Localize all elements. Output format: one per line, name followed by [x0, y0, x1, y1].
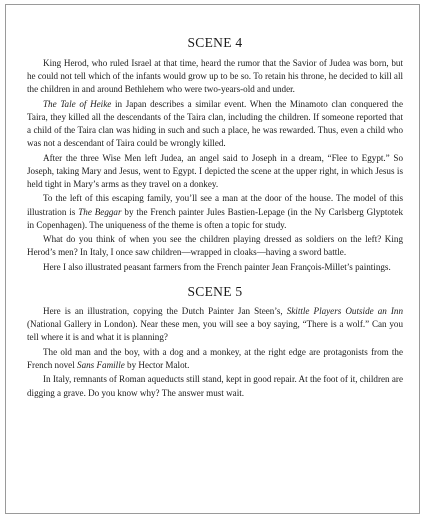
scene-5-heading: SCENE 5 [187, 284, 243, 299]
book-page [5, 4, 420, 514]
scene-4-paragraph-2-text: in Japan describes a similar event. When the Minamoto clan conquered the Taira, they killed all the descendants of the Taira clan, including the children. If someone reported that a child of the Taira clan was hiding in such and such a place, he was rewarded. Thus, even a child who was not a descendant of Taira could be wrongly killed. [27, 98, 403, 149]
scene-4-paragraph-6: Here I also illustrated peasant farmers from the French painter Jean François-Millet’s paintings. [43, 261, 391, 272]
scene-5-paragraph-2-text-a: The old man and the boy, with a dog and a monkey, at the right edge are protagonists from the French novel [27, 346, 403, 370]
scene-4-paragraph-3: After the three Wise Men left Judea, an angel said to Joseph in a dream, “Flee to Egypt.” So Joseph, taking Mary and Jesus, went to Egypt. I depicted the scene at the upper right, in which Jesus is held tight in Mary’s arms as they travel on a donkey. [27, 152, 403, 189]
scene-4-paragraph-1: King Herod, who ruled Israel at that time, heard the rumor that the Savior of Judea was born, but he could not tell which of the infants would grow up to be so. To retain his throne, he decided to kill all the children in and around Bethlehem who were two-years-old and under. [27, 58, 403, 95]
book-title-heike: The Tale of Heike [43, 98, 112, 109]
scene-5-paragraph-1 [27, 305, 403, 344]
scene-4-heading: SCENE 4 [187, 35, 243, 50]
scene-5-paragraph-2-text-b: by Hector Malot. [124, 359, 190, 370]
scene-4-paragraph-4 [27, 192, 403, 231]
page-content [6, 5, 419, 400]
scene-4-paragraph-4-text-a: To the left of this escaping family, you’ll see a man at the door of the house. The model of this illustration is [27, 193, 403, 217]
painting-title-skittle-players: Skittle Players Outside an Inn [286, 306, 403, 316]
scene-4-paragraph-4-text-b: by the French painter Jules Bastien-Lepage (in the Ny Carlsberg Glyptotek in Copenhagen). The uniqueness of the theme is often a topic for study. [27, 206, 404, 230]
scene-5-paragraph-1-text-b: (National Gallery in London). Near these men, you will see a boy saying, “There is a wolf.” Can you tell where it is and what it is planning? [27, 319, 403, 343]
scene-4-paragraph-2 [27, 98, 403, 150]
scene-5-paragraph-3: In Italy, remnants of Roman aqueducts still stand, kept in good repair. At the foot of it, children are digging a grave. Do you know why? The answer must wait. [27, 374, 403, 398]
scene-5-paragraph-2 [27, 346, 403, 372]
painting-title-beggar: The Beggar [78, 206, 122, 217]
novel-title-sans-famille: Sans Famille [77, 359, 125, 370]
scene-5-paragraph-1-text-a: Here is an illustration, copying the Dutch Painter Jan Steen’s, [43, 306, 287, 316]
scene-4-paragraph-5: What do you think of when you see the children playing dressed as soldiers on the left? King Herod’s men? In Italy, I once saw children—wrapped in cloaks—having a sword battle. [27, 234, 403, 258]
